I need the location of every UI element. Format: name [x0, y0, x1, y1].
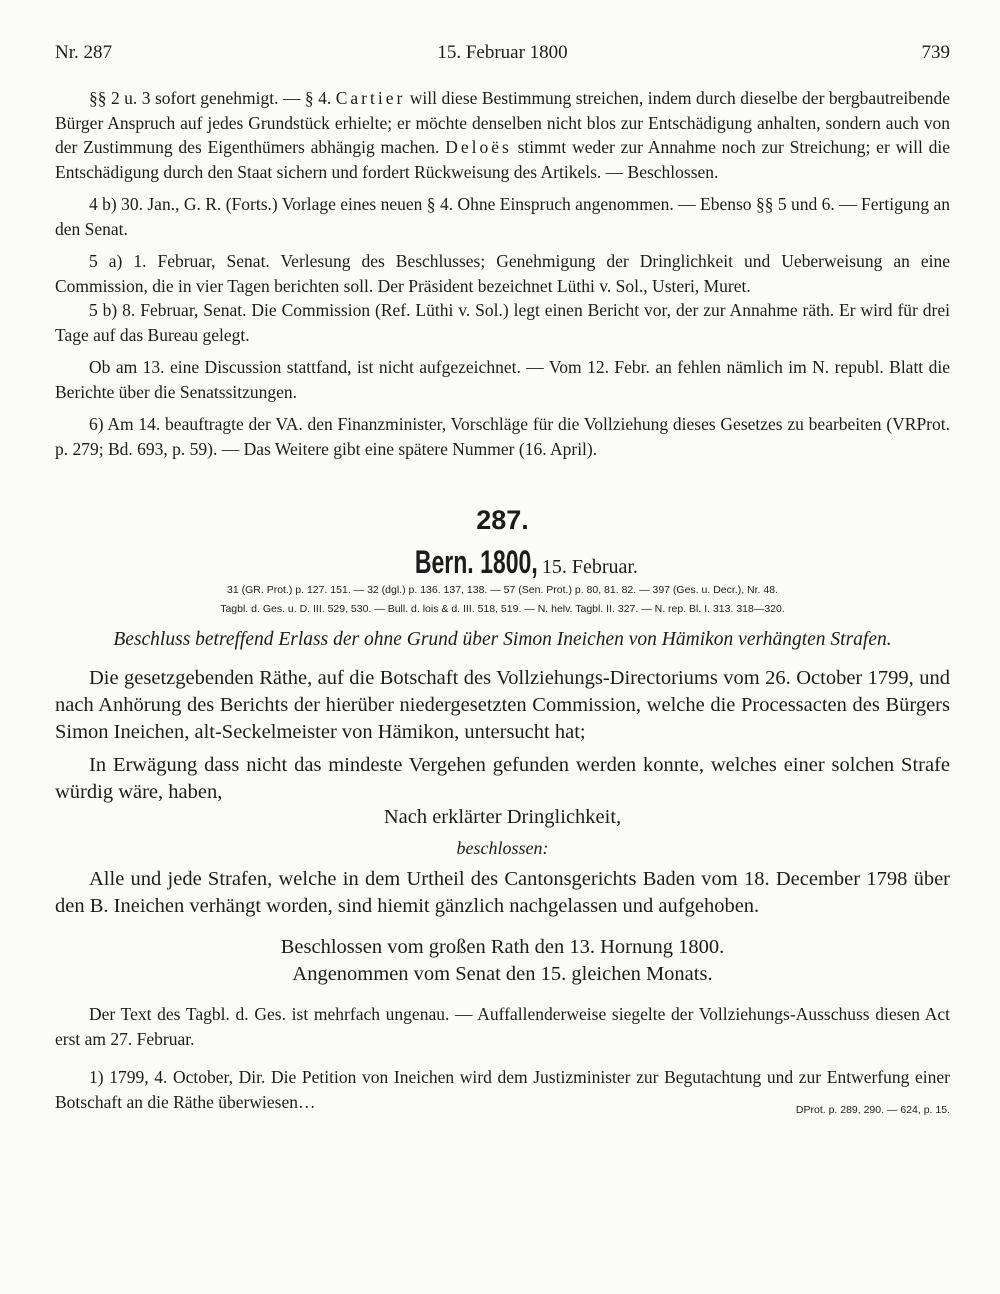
paragraph-5a: 5 a) 1. Februar, Senat. Verlesung des Beschlusses; Genehmigung der Dringlichkeit und Ueberweisung an eine Commission, die in vier Tagen berichten soll. Der Präsident bezeichnet Lüthi v. Sol., Usteri, Muret. — [55, 251, 950, 296]
paragraph-1 — [55, 86, 950, 184]
para1-text-c: stimmt weder zur Annahme noch zur Streichung; er will die Entschädigung durch den Staat sichern und fordert Rückweisung des Artikels. — Beschlossen. — [55, 137, 951, 182]
paragraph-discussion: Ob am 13. eine Discussion stattfand, ist nicht aufgezeichnet. — Vom 12. Febr. an fehlen nämlich im N. republ. Blatt die Berichte über die Senatssitzungen. — [55, 357, 950, 402]
paragraph-4b: 4 b) 30. Jan., G. R. (Forts.) Vorlage eines neuen § 4. Ohne Einspruch angenommen. — Ebenso §§ 5 und 6. — Fertigung an den Senat. — [55, 194, 950, 239]
law-preamble: Die gesetzgebenden Räthe, auf die Botschaft des Vollziehungs-Directoriums vom 26. October 1799, und nach Anhörung des Berichts der hierüber niedergesetzten Commission, welche die Processacten des Bürgers Simon Ineichen, alt-Seckelmeister von Hämikon, untersucht hat; — [55, 667, 950, 743]
document-number: Nr. 287 — [55, 42, 112, 63]
law-accepted-senate: Angenommen vom Senat den 15. gleichen Monats. — [292, 963, 713, 985]
header-date: 15. Februar 1800 — [437, 42, 568, 63]
page-body — [55, 86, 950, 1122]
law-resolved: beschlossen: — [456, 838, 549, 858]
footnote-1 — [55, 1065, 950, 1114]
name-cartier: Cartier — [335, 88, 406, 108]
document-place-date — [55, 544, 950, 581]
law-passed-council: Beschlossen vom großen Rath den 13. Hornung 1800. — [280, 936, 725, 958]
paragraph-6: 6) Am 14. beauftragte der VA. den Finanzminister, Vorschläge für die Vollziehung dieses Gesetzes zu bearbeiten (VRProt. p. 279; Bd. 693, p. 59). — Das Weitere gibt eine spätere Nummer (16. April). — [55, 414, 950, 459]
name-deloes: Deloës — [445, 137, 512, 157]
document-subject: Beschluss betreffend Erlass der ohne Grund über Simon Ineichen von Hämikon verhängten Strafen. — [113, 629, 892, 650]
place-year: Bern. 1800, — [414, 544, 538, 580]
para1-text-a: §§ 2 u. 3 sofort genehmigt. — § 4. — [89, 88, 332, 108]
law-urgency: Nach erklärter Dringlichkeit, — [383, 806, 622, 828]
law-decision: Alle und jede Strafen, welche in dem Urtheil des Cantonsgerichts Baden vom 18. December 1798 über den B. Ineichen verhängt worden, sind hiemit gänzlich nachgelassen und aufgehoben. — [55, 868, 950, 917]
document-date: 15. Februar. — [541, 556, 638, 578]
page-number: 739 — [921, 42, 950, 63]
footnote-1-text: 1) 1799, 4. October, Dir. Die Petition von Ineichen wird dem Justizminister zur Begutachtung und zur Entwerfung einer Botschaft an die Räthe überwiesen… — [55, 1067, 950, 1112]
paragraph-5b: 5 b) 8. Februar, Senat. Die Commission (Ref. Lüthi v. Sol.) legt einen Bericht vor, der zur Annahme räth. Er wird für drei Tage auf das Bureau gelegt. — [55, 300, 950, 345]
note-text-accuracy: Der Text des Tagbl. d. Ges. ist mehrfach ungenau. — Auffallenderweise siegelte der Vollziehungs-Ausschuss diesen Act erst am 27. Februar. — [55, 1004, 950, 1049]
document-heading-number: 287. — [476, 505, 529, 535]
page-header — [55, 42, 950, 68]
law-consideration: In Erwägung dass nicht das mindeste Vergehen gefunden werden konnte, welches einer solchen Strafe würdig wäre, haben, — [55, 754, 950, 803]
source-references-1: 31 (GR. Prot.) p. 127. 151. — 32 (dgl.) p. 136. 137, 138. — 57 (Sen. Prot.) p. 80, 81. 82. — 397 (Ges. u. Decr.), Nr. 48. — [227, 584, 778, 596]
footnote-1-reference: DProt. p. 289, 290. — 624, p. 15. — [795, 1103, 950, 1116]
para1-text-b: will diese Bestimmung streichen, indem durch dieselbe der bergbautreibende Bürger Anspruch auf jedes Grundstück erhielte; er möchte denselben nicht blos zur Entschädigung anhalten, sondern auch von der Zustimmung des Eigenthümers abhängig machen. — [55, 88, 951, 157]
source-references-2: Tagbl. d. Ges. u. D. III. 529, 530. — Bull. d. lois & d. III. 518, 519. — N. helv. Tagbl. II. 327. — N. rep. Bl. I. 313. 318—320. — [220, 603, 785, 615]
